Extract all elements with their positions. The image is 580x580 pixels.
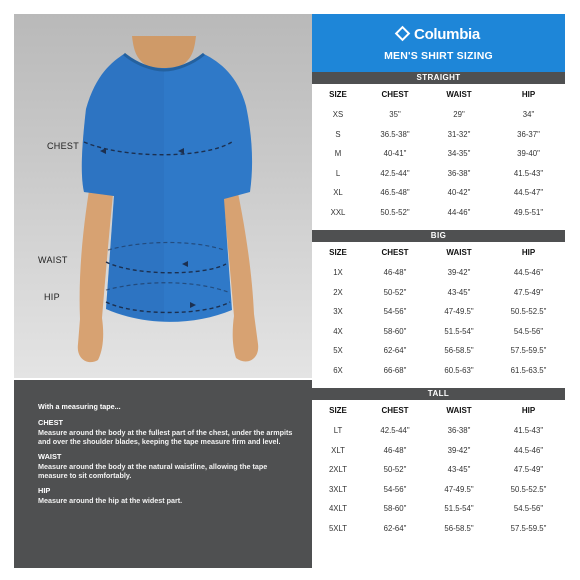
table-row	[312, 283, 565, 303]
table-header-row	[312, 84, 565, 105]
table-row	[312, 144, 565, 164]
size-tables	[312, 72, 565, 538]
table-cell: 60.5-63"	[444, 365, 474, 375]
table-cell: 1X	[333, 268, 343, 278]
table-row	[312, 105, 565, 125]
table-cell: 50.5-52"	[380, 207, 410, 217]
table-cell: 47.5-49"	[513, 465, 544, 475]
table-cell: S	[335, 129, 341, 139]
table-cell: 44.5-46"	[513, 445, 544, 455]
size-table-straight	[312, 84, 565, 222]
columbia-diamond-icon	[395, 26, 411, 42]
table-cell: 47.5-49"	[513, 287, 544, 297]
table-cell: LT	[333, 426, 343, 436]
table-row	[312, 341, 565, 361]
column-header: CHEST	[381, 248, 409, 257]
size-table-tall	[312, 400, 565, 538]
table-cell: 47-49.5"	[444, 307, 474, 317]
column-header: WAIST	[446, 90, 472, 99]
table-cell: 58-60"	[383, 504, 407, 514]
table-cell: 2XLT	[328, 465, 348, 475]
table-cell: 39-40"	[517, 149, 540, 159]
table-cell: XXL	[330, 207, 346, 217]
chest-label: CHEST	[47, 141, 80, 151]
table-cell: 3X	[333, 307, 343, 317]
table-row	[312, 164, 565, 184]
table-cell: 50.5-52.5"	[510, 484, 547, 494]
table-cell: 34"	[522, 110, 535, 120]
table-cell: 34-35"	[447, 149, 471, 159]
table-row	[312, 322, 565, 342]
table-cell: 36-38"	[447, 426, 471, 436]
table-cell: 54.5-56"	[513, 504, 544, 514]
table-cell: 5X	[333, 346, 343, 356]
section-header-tall: TALL	[312, 388, 565, 400]
table-cell: 56-58.5"	[444, 346, 474, 356]
measuring-instructions	[14, 380, 312, 568]
table-cell: 54.5-56"	[513, 326, 544, 336]
table-cell: 66-68"	[383, 365, 407, 375]
column-header: SIZE	[329, 248, 347, 257]
table-header-row	[312, 400, 565, 421]
table-cell: 54-56"	[383, 307, 407, 317]
table-cell: 43-45"	[447, 465, 471, 475]
table-row	[312, 441, 565, 461]
brand-name: Columbia	[414, 26, 480, 43]
table-row	[312, 203, 565, 223]
column-header: CHEST	[381, 406, 409, 415]
table-cell: 51.5-54"	[444, 326, 474, 336]
size-table-big	[312, 242, 565, 380]
table-cell: 36.5-38"	[380, 129, 410, 139]
column-header: HIP	[521, 90, 536, 99]
column-header: HIP	[521, 406, 536, 415]
table-row	[312, 499, 565, 519]
table-cell: 39-42"	[447, 445, 471, 455]
table-cell: 62-64"	[383, 346, 407, 356]
table-cell: XS	[332, 110, 344, 120]
table-row	[312, 480, 565, 500]
table-row	[312, 460, 565, 480]
table-gap	[312, 380, 565, 388]
table-header-row	[312, 242, 565, 263]
instruction-text: Measure around the hip at the widest part.	[38, 495, 183, 505]
column-header: SIZE	[329, 406, 347, 415]
size-chart	[312, 14, 565, 568]
hip-label: HIP	[44, 292, 60, 302]
table-cell: 50.5-52.5"	[510, 307, 547, 317]
table-row	[312, 263, 565, 283]
table-cell: 46.5-48"	[380, 188, 410, 198]
table-cell: 40-42"	[447, 188, 471, 198]
table-cell: 49.5-51"	[513, 207, 544, 217]
table-cell: 6X	[333, 365, 343, 375]
table-cell: 50-52"	[383, 287, 407, 297]
section-header-straight: STRAIGHT	[312, 72, 565, 84]
brand-header	[312, 14, 565, 72]
chest-instruction	[38, 419, 294, 446]
table-cell: 57.5-59.5"	[510, 523, 547, 533]
table-cell: M	[334, 149, 342, 159]
table-cell: 40-41"	[383, 149, 407, 159]
table-cell: 39-42"	[447, 268, 471, 278]
table-cell: 41.5-43"	[513, 426, 544, 436]
table-cell: L	[335, 168, 341, 178]
column-header: SIZE	[329, 90, 347, 99]
table-row	[312, 125, 565, 145]
table-cell: 54-56"	[383, 484, 407, 494]
waist-label: WAIST	[38, 255, 68, 265]
table-cell: 56-58.5"	[444, 523, 474, 533]
table-cell: 3XLT	[328, 484, 348, 494]
column-header: WAIST	[446, 406, 472, 415]
table-cell: 43-45"	[447, 287, 471, 297]
table-cell: 46-48"	[383, 268, 407, 278]
table-cell: 47-49.5"	[444, 484, 474, 494]
table-cell: XLT	[331, 445, 345, 455]
table-cell: 36-37"	[517, 129, 540, 139]
measurement-illustration	[14, 14, 312, 378]
table-cell: 31-32"	[447, 129, 471, 139]
table-cell: 57.5-59.5"	[510, 346, 547, 356]
instruction-text: Measure around the body at the fullest part of the chest, under the armpits and over the shoulder blades, keeping the tape measure firm and level.	[38, 427, 293, 446]
table-cell: 29"	[453, 110, 465, 120]
table-cell: 41.5-43"	[513, 168, 544, 178]
instruction-text: Measure around the body at the natural waistline, allowing the tape measure to sit comfortably.	[38, 461, 268, 480]
column-header: CHEST	[381, 90, 409, 99]
table-cell: 61.5-63.5"	[510, 365, 547, 375]
table-cell: 51.5-54"	[444, 504, 474, 514]
brand-logo	[312, 14, 565, 43]
shirt-figure	[14, 14, 312, 378]
table-cell: 44.5-47"	[513, 188, 544, 198]
table-cell: 42.5-44"	[380, 426, 410, 436]
table-cell: XL	[333, 188, 343, 198]
waist-instruction	[38, 453, 294, 480]
table-cell: 35"	[389, 110, 401, 120]
table-cell: 5XLT	[328, 523, 348, 533]
table-cell: 44.5-46"	[513, 268, 544, 278]
table-cell: 46-48"	[383, 445, 407, 455]
table-cell: 4XLT	[328, 504, 348, 514]
table-cell: 4X	[333, 326, 343, 336]
instructions-intro: With a measuring tape...	[38, 402, 121, 411]
instruction-heading: WAIST	[38, 451, 62, 461]
table-cell: 44-46"	[447, 207, 471, 217]
table-cell: 42.5-44"	[380, 168, 410, 178]
instruction-heading: HIP	[38, 485, 51, 495]
instruction-heading: CHEST	[38, 418, 64, 427]
column-header: HIP	[521, 248, 536, 257]
table-cell: 36-38"	[447, 168, 471, 178]
page-title: MEN'S SHIRT SIZING	[384, 50, 493, 62]
table-row	[312, 183, 565, 203]
table-cell: 62-64"	[383, 523, 407, 533]
table-cell: 2X	[333, 287, 343, 297]
table-row	[312, 421, 565, 441]
table-row	[312, 361, 565, 381]
hip-instruction	[38, 487, 294, 505]
table-cell: 50-52"	[383, 465, 407, 475]
column-header: WAIST	[446, 248, 472, 257]
table-row	[312, 302, 565, 322]
table-gap	[312, 222, 565, 230]
table-cell: 58-60"	[383, 326, 407, 336]
section-header-big: BIG	[312, 230, 565, 242]
table-row	[312, 519, 565, 539]
